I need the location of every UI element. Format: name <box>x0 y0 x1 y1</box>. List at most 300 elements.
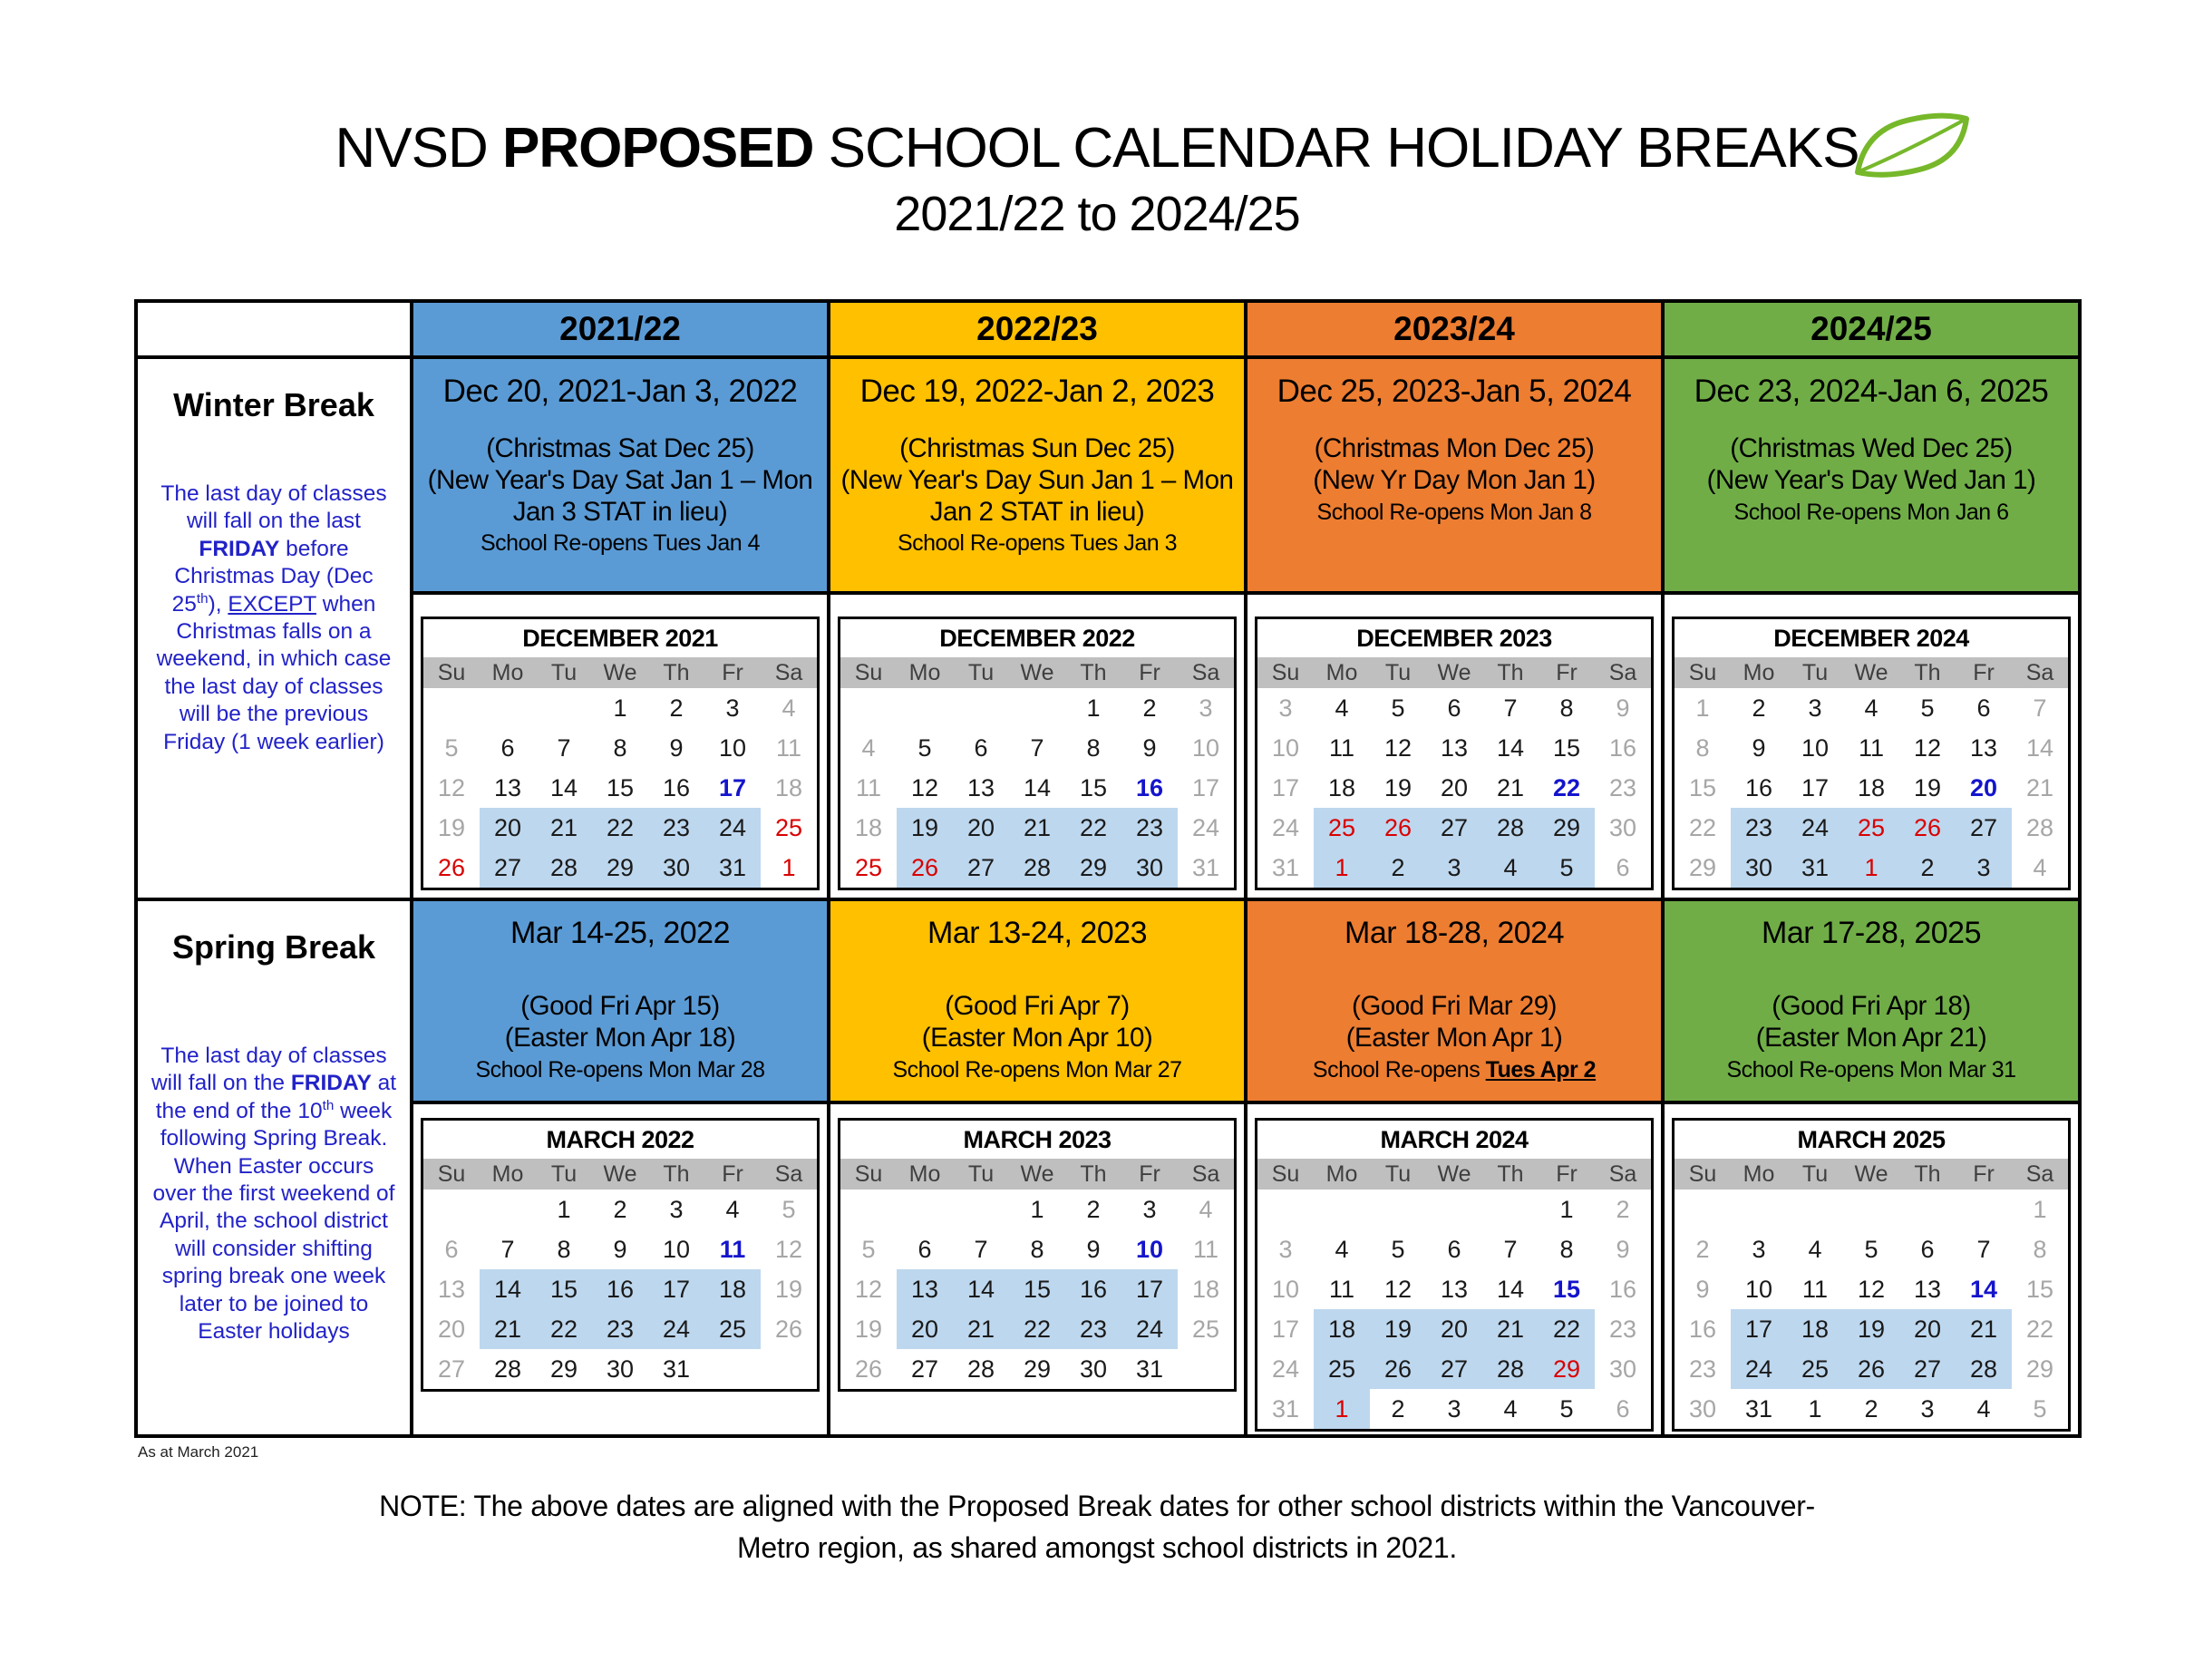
calendar-day: 25 <box>1314 1349 1370 1389</box>
calendar-day: 26 <box>854 1355 883 1383</box>
calendar-day-header: Tu <box>1787 1159 1843 1190</box>
calendar-day <box>840 688 897 728</box>
calendar-day: 9 <box>1695 1276 1710 1303</box>
calendar-day: 14 <box>953 1269 1009 1309</box>
calendar-day: 27 <box>910 1355 939 1383</box>
calendar-day: 28 <box>966 1355 995 1383</box>
calendar-grid <box>1257 657 1651 888</box>
calendar-day <box>1257 1190 1314 1229</box>
december-2024-calendar <box>1665 595 2078 898</box>
calendar-day: 13 <box>493 774 522 801</box>
calendar-grid <box>423 657 817 888</box>
calendar-grid <box>1675 1159 2068 1429</box>
calendar-day: 29 <box>1539 1349 1595 1389</box>
calendar-day: 11 <box>1801 1276 1829 1303</box>
calendar-day: 5 <box>781 1196 796 1223</box>
calendar-day: 13 <box>1440 1276 1469 1303</box>
calendar-day: 19 <box>1383 774 1413 801</box>
calendar-day: 26 <box>1899 808 1956 848</box>
new-years-line: (New Year's Day Sun Jan 1 – Mon Jan 2 STAT in lieu) <box>840 464 1234 527</box>
calendar-day: 30 <box>648 848 704 888</box>
calendar-day: 8 <box>1559 1236 1574 1263</box>
calendar-day: 1 <box>2033 1196 2047 1223</box>
calendar-day: 13 <box>897 1269 953 1309</box>
calendar-day: 27 <box>1426 808 1482 848</box>
reopen-line: School Re-opens Mon Mar 28 <box>475 1056 765 1083</box>
calendar-title: MARCH 2023 <box>963 1126 1112 1153</box>
calendar-day-header: Th <box>1482 657 1539 688</box>
calendar-day: 11 <box>855 774 882 801</box>
calendar-day: 1 <box>1314 848 1370 888</box>
reopen-line: School Re-opens Mon Mar 31 <box>1726 1056 2016 1083</box>
easter-monday-line: (Easter Mon Apr 1) <box>1345 1022 1563 1053</box>
spring-break-note <box>138 1043 410 1345</box>
calendar-day: 2 <box>1391 1395 1405 1423</box>
calendar-day: 1 <box>557 1196 571 1223</box>
calendar-grid <box>1675 657 2068 888</box>
calendar-day: 30 <box>1608 814 1637 841</box>
note-text-part: The last day of classes will fall on the <box>150 1044 387 1096</box>
winter-dates: Dec 20, 2021-Jan 3, 2022 <box>442 374 798 409</box>
calendar-day-header: Su <box>423 1159 480 1190</box>
calendar-day: 27 <box>953 848 1009 888</box>
note-text-part: FRIDAY <box>290 1071 372 1096</box>
calendar-day: 30 <box>1688 1395 1717 1423</box>
calendar-day: 15 <box>2025 1276 2054 1303</box>
calendar-day: 28 <box>536 848 592 888</box>
calendar-day: 9 <box>1752 734 1766 762</box>
march-2025-calendar <box>1665 1104 2078 1434</box>
reopen-line: School Re-opens Tues Jan 4 <box>480 530 761 557</box>
spring-break-title: Spring Break <box>171 928 376 966</box>
calendar-day: 16 <box>1688 1316 1717 1343</box>
calendar-title: DECEMBER 2024 <box>1773 625 1969 652</box>
calendar-day: 4 <box>1335 694 1349 722</box>
spring-dates: Mar 14-25, 2022 <box>510 916 730 950</box>
calendar-day <box>423 688 480 728</box>
calendar-day: 9 <box>613 1236 627 1263</box>
march-2023-calendar <box>830 1104 1244 1434</box>
calendar-day <box>480 688 536 728</box>
calendar-day: 23 <box>592 1309 648 1349</box>
calendar-day <box>897 1190 953 1229</box>
good-friday-line: (Good Fri Mar 29) <box>1352 991 1557 1021</box>
calendar-day: 25 <box>704 1309 761 1349</box>
calendar-day: 7 <box>2033 694 2047 722</box>
calendar-day: 5 <box>1559 1395 1574 1423</box>
calendar-day: 19 <box>1913 774 1942 801</box>
calendar-day: 18 <box>1191 1276 1220 1303</box>
winter-cell-2021-22 <box>413 359 827 591</box>
calendar-day: 20 <box>480 808 536 848</box>
spring-break-label-cell <box>138 901 410 1434</box>
mini-calendar <box>421 1118 820 1392</box>
calendar-grid <box>1257 1159 1651 1429</box>
calendar-day <box>953 688 1009 728</box>
calendar-day <box>1482 1190 1539 1229</box>
calendar-day: 1 <box>613 694 627 722</box>
calendar-day: 15 <box>1079 774 1108 801</box>
calendar-day: 25 <box>774 814 803 841</box>
calendar-day: 23 <box>648 808 704 848</box>
calendar-day: 23 <box>1065 1309 1121 1349</box>
calendar-day-header: Fr <box>704 657 761 688</box>
calendar-day: 13 <box>437 1276 466 1303</box>
calendar-day-header: Sa <box>761 1159 817 1190</box>
calendar-day-header: Th <box>648 657 704 688</box>
calendar-day: 3 <box>1278 1236 1293 1263</box>
calendar-day: 8 <box>1086 734 1101 762</box>
calendar-day: 30 <box>1079 1355 1108 1383</box>
calendar-day-header: Sa <box>2012 657 2068 688</box>
winter-details <box>413 433 827 557</box>
december-2022-calendar <box>830 595 1244 898</box>
calendar-day-header: Mo <box>1314 1159 1370 1190</box>
calendar-day: 24 <box>1271 814 1300 841</box>
calendar-day: 6 <box>917 1236 932 1263</box>
leaf-logo-icon <box>1845 107 1981 195</box>
calendar-day: 29 <box>1539 808 1595 848</box>
calendar-day: 26 <box>897 848 953 888</box>
spring-cell-2023-24 <box>1247 901 1661 1101</box>
note-text-part: th <box>196 590 209 607</box>
calendar-day: 26 <box>1370 808 1426 848</box>
calendar-day: 18 <box>1787 1309 1843 1349</box>
calendar-day-header: Fr <box>1956 1159 2012 1190</box>
calendar-day: 30 <box>606 1355 635 1383</box>
calendar-day: 5 <box>861 1236 876 1263</box>
calendar-grid <box>840 1159 1234 1389</box>
calendar-day: 14 <box>1496 734 1525 762</box>
calendar-day-header: Th <box>1065 1159 1121 1190</box>
calendar-day-header: Su <box>1675 1159 1731 1190</box>
calendar-day: 22 <box>1065 808 1121 848</box>
calendar-day <box>1956 1190 2012 1229</box>
winter-dates: Dec 19, 2022-Jan 2, 2023 <box>859 374 1215 409</box>
calendar-day: 14 <box>480 1269 536 1309</box>
calendar-day: 19 <box>1370 1309 1426 1349</box>
winter-details <box>1247 433 1661 526</box>
calendar-day: 28 <box>1482 1349 1539 1389</box>
calendar-day-header: Tu <box>536 657 592 688</box>
calendar-day: 18 <box>1314 1309 1370 1349</box>
calendar-day: 18 <box>854 814 883 841</box>
calendar-day-header: Tu <box>536 1159 592 1190</box>
calendar-day: 20 <box>953 808 1009 848</box>
calendar-day: 12 <box>1383 1276 1413 1303</box>
calendar-day: 3 <box>1426 848 1482 888</box>
year-header-2024-25: 2024/25 <box>1665 303 2078 355</box>
calendar-day: 4 <box>1808 1236 1822 1263</box>
calendar-day: 1 <box>1843 848 1899 888</box>
calendar-day-header: Sa <box>761 657 817 688</box>
calendar-day-header: We <box>1843 1159 1899 1190</box>
calendar-day: 5 <box>917 734 932 762</box>
calendar-day: 11 <box>1328 734 1355 762</box>
new-years-line: (New Year's Day Wed Jan 1) <box>1706 464 2036 495</box>
calendar-day-header: Mo <box>480 657 536 688</box>
note-text-part: before Christmas Day (Dec 25 <box>171 536 374 617</box>
bottom-note <box>0 1485 2194 1569</box>
calendar-day: 20 <box>1899 1309 1956 1349</box>
calendar-day: 1 <box>1314 1389 1370 1429</box>
calendar-grid <box>423 1159 817 1389</box>
calendar-day <box>704 1349 761 1389</box>
calendar-day-header: Mo <box>1731 657 1787 688</box>
calendar-day: 8 <box>613 734 627 762</box>
calendar-day: 24 <box>1787 808 1843 848</box>
calendar-day: 7 <box>500 1236 515 1263</box>
spring-dates: Mar 17-28, 2025 <box>1762 916 1981 950</box>
calendar-day: 21 <box>2025 774 2054 801</box>
calendar-day: 13 <box>1440 734 1469 762</box>
calendar-day: 19 <box>854 1316 883 1343</box>
calendar-day: 26 <box>437 854 466 881</box>
calendar-day-header: Mo <box>897 657 953 688</box>
calendar-day: 29 <box>2025 1355 2054 1383</box>
calendar-day: 24 <box>1191 814 1220 841</box>
calendar-day: 21 <box>1956 1309 2012 1349</box>
easter-monday-line: (Easter Mon Apr 10) <box>921 1022 1153 1053</box>
calendar-day: 22 <box>2025 1316 2054 1343</box>
note-text-part: at the end of the 10 <box>155 1071 397 1123</box>
calendar-day: 4 <box>1482 848 1539 888</box>
calendar-day: 30 <box>1121 848 1178 888</box>
spring-details <box>1247 991 1661 1083</box>
mini-calendar <box>1672 1118 2071 1432</box>
calendar-day: 31 <box>1191 854 1220 881</box>
calendar-day: 4 <box>2033 854 2047 881</box>
calendar-title: MARCH 2022 <box>546 1126 694 1153</box>
calendar-day: 17 <box>1271 774 1300 801</box>
calendar-day-header: Sa <box>1178 657 1234 688</box>
bottom-note-line1: NOTE: The above dates are aligned with the Proposed Break dates for other school districts within the Vancouver- <box>379 1490 1815 1522</box>
calendar-day: 18 <box>704 1269 761 1309</box>
calendar-day-header: Mo <box>1314 657 1370 688</box>
calendar-day: 6 <box>500 734 515 762</box>
spring-details <box>830 991 1244 1083</box>
calendar-day: 6 <box>1616 854 1630 881</box>
calendar-day <box>480 1190 536 1229</box>
calendar-day: 8 <box>2033 1236 2047 1263</box>
note-text-part: when Christmas falls on a weekend, in which case the last day of classes will be the previous Friday (1 week earlier) <box>156 591 392 754</box>
calendar-day: 27 <box>437 1355 466 1383</box>
calendar-day: 21 <box>953 1309 1009 1349</box>
calendar-day: 29 <box>1688 854 1717 881</box>
calendar-day: 11 <box>719 1236 746 1263</box>
spring-details <box>413 991 827 1083</box>
calendar-day: 24 <box>1121 1309 1178 1349</box>
calendar-day-header: Mo <box>1731 1159 1787 1190</box>
calendar-day-header: Fr <box>1539 657 1595 688</box>
calendar-day-header: Fr <box>1121 1159 1178 1190</box>
year-header-2021-22: 2021/22 <box>413 303 827 355</box>
calendar-day: 16 <box>1135 774 1164 801</box>
calendar-day: 25 <box>854 854 883 881</box>
calendar-day: 2 <box>1142 694 1157 722</box>
calendar-day: 31 <box>1271 1395 1300 1423</box>
calendar-day-header: We <box>1009 657 1065 688</box>
calendar-day: 17 <box>1731 1309 1787 1349</box>
christmas-line: (Christmas Mon Dec 25) <box>1314 433 1595 463</box>
calendar-day: 22 <box>536 1309 592 1349</box>
calendar-day: 28 <box>1482 808 1539 848</box>
good-friday-line: (Good Fri Apr 18) <box>1772 991 1971 1021</box>
calendar-day: 2 <box>1616 1196 1630 1223</box>
calendar-day: 23 <box>1608 774 1637 801</box>
calendar-day: 26 <box>1370 1349 1426 1389</box>
winter-break-note <box>138 481 410 756</box>
calendar-day: 25 <box>1191 1316 1220 1343</box>
calendar-day: 15 <box>1552 1276 1581 1303</box>
calendar-day: 14 <box>2025 734 2054 762</box>
table-corner-cell <box>138 303 410 355</box>
spring-cell-2022-23 <box>830 901 1244 1101</box>
calendar-day: 22 <box>1539 1309 1595 1349</box>
calendar-day: 31 <box>704 848 761 888</box>
note-text-part: ), <box>208 591 228 617</box>
calendar-day <box>897 688 953 728</box>
calendar-day-header: Th <box>648 1159 704 1190</box>
as-at-note: As at March 2021 <box>138 1443 259 1461</box>
calendar-day-header: Sa <box>1178 1159 1234 1190</box>
calendar-day: 12 <box>437 774 466 801</box>
calendar-day: 1 <box>781 854 796 881</box>
calendar-day: 23 <box>1731 808 1787 848</box>
calendar-day: 5 <box>444 734 459 762</box>
calendar-title: DECEMBER 2022 <box>939 625 1135 652</box>
calendar-day-header: Su <box>840 657 897 688</box>
calendar-day: 2 <box>1899 848 1956 888</box>
calendar-day: 23 <box>1688 1355 1717 1383</box>
calendar-day: 29 <box>592 848 648 888</box>
calendar-day <box>1178 1349 1234 1389</box>
note-text-part: week following Spring Break. When Easter occurs over the first weekend of April, the school district will consider shifting spring break one week later to be joined to Easter holidays <box>152 1098 395 1344</box>
calendar-day: 8 <box>557 1236 571 1263</box>
calendar-day-header: Tu <box>953 1159 1009 1190</box>
spring-cell-2021-22 <box>413 901 827 1101</box>
calendar-title: DECEMBER 2023 <box>1356 625 1552 652</box>
calendar-day: 7 <box>1503 694 1518 722</box>
calendar-day: 13 <box>1913 1276 1942 1303</box>
calendar-day: 17 <box>1271 1316 1300 1343</box>
good-friday-line: (Good Fri Apr 7) <box>945 991 1130 1021</box>
calendar-day: 8 <box>1559 694 1574 722</box>
calendar-day: 29 <box>1065 848 1121 888</box>
calendar-day: 16 <box>1744 774 1773 801</box>
calendar-day: 27 <box>1956 808 2012 848</box>
calendar-day: 27 <box>480 848 536 888</box>
calendar-day: 5 <box>1391 694 1405 722</box>
calendar-day: 14 <box>1969 1276 1998 1303</box>
calendar-day: 17 <box>1191 774 1220 801</box>
calendar-day: 9 <box>669 734 684 762</box>
calendar-day-header: Su <box>840 1159 897 1190</box>
calendar-day: 9 <box>1616 1236 1630 1263</box>
december-2021-calendar <box>413 595 827 898</box>
calendar-day-header: We <box>1426 657 1482 688</box>
calendar-day: 15 <box>1552 734 1581 762</box>
calendar-day: 4 <box>1503 1395 1518 1423</box>
calendar-day: 3 <box>1447 1395 1461 1423</box>
winter-dates: Dec 25, 2023-Jan 5, 2024 <box>1277 374 1632 409</box>
winter-details <box>830 433 1244 557</box>
christmas-line: (Christmas Sun Dec 25) <box>899 433 1175 463</box>
calendar-day: 2 <box>1752 694 1766 722</box>
calendar-day: 16 <box>1608 734 1637 762</box>
bottom-note-line2: Metro region, as shared amongst school districts in 2021. <box>737 1531 1457 1565</box>
calendar-day: 26 <box>774 1316 803 1343</box>
calendar-day: 3 <box>1956 848 2012 888</box>
calendar-day: 27 <box>1426 1349 1482 1389</box>
calendar-day: 6 <box>974 734 988 762</box>
winter-cell-2024-25 <box>1665 359 2078 591</box>
calendar-grid <box>840 657 1234 888</box>
calendar-day-header: Tu <box>1787 657 1843 688</box>
calendar-day: 5 <box>1391 1236 1405 1263</box>
reopen-line: School Re-opens Tues Jan 3 <box>897 530 1178 557</box>
calendar-day: 19 <box>897 808 953 848</box>
calendar-day: 17 <box>1121 1269 1178 1309</box>
mini-calendar <box>1672 617 2071 890</box>
calendar-day: 15 <box>1688 774 1717 801</box>
calendar-day: 30 <box>1731 848 1787 888</box>
calendar-day: 9 <box>1086 1236 1101 1263</box>
calendar-day: 9 <box>1616 694 1630 722</box>
calendar-day: 4 <box>781 694 796 722</box>
calendar-day: 10 <box>1135 1236 1164 1263</box>
calendar-day: 6 <box>1920 1236 1935 1263</box>
calendar-day-header: Mo <box>480 1159 536 1190</box>
new-years-line: (New Yr Day Mon Jan 1) <box>1313 464 1596 495</box>
calendar-day: 5 <box>1864 1236 1878 1263</box>
march-2024-calendar <box>1247 1104 1661 1434</box>
calendar-table <box>134 299 2082 1438</box>
calendar-day: 28 <box>2025 814 2054 841</box>
calendar-day <box>953 1190 1009 1229</box>
note-text-part: EXCEPT <box>228 591 316 617</box>
calendar-day: 15 <box>536 1269 592 1309</box>
calendar-day: 4 <box>861 734 876 762</box>
calendar-day: 24 <box>648 1309 704 1349</box>
calendar-day-header: Su <box>1675 657 1731 688</box>
calendar-day: 11 <box>1858 734 1885 762</box>
calendar-day <box>1787 1190 1843 1229</box>
easter-monday-line: (Easter Mon Apr 18) <box>504 1022 736 1053</box>
calendar-day: 5 <box>1920 694 1935 722</box>
calendar-day: 18 <box>1857 774 1886 801</box>
christmas-line: (Christmas Wed Dec 25) <box>1730 433 2013 463</box>
calendar-day: 4 <box>1335 1236 1349 1263</box>
calendar-day: 16 <box>592 1269 648 1309</box>
note-text-part: FRIDAY <box>199 536 280 561</box>
spring-dates: Mar 18-28, 2024 <box>1345 916 1564 950</box>
calendar-day: 13 <box>1969 734 1998 762</box>
winter-details <box>1665 433 2078 526</box>
calendar-day: 29 <box>549 1355 578 1383</box>
calendar-day: 2 <box>1695 1236 1710 1263</box>
calendar-day: 14 <box>1023 774 1052 801</box>
calendar-day: 4 <box>1199 1196 1213 1223</box>
calendar-day <box>1426 1190 1482 1229</box>
calendar-day: 16 <box>662 774 691 801</box>
reopen-line: School Re-opens Mon Mar 27 <box>892 1056 1182 1083</box>
calendar-day: 8 <box>1695 734 1710 762</box>
calendar-day: 28 <box>1956 1349 2012 1389</box>
calendar-day: 14 <box>549 774 578 801</box>
calendar-day: 14 <box>1496 1276 1525 1303</box>
calendar-day-header: Fr <box>1121 657 1178 688</box>
